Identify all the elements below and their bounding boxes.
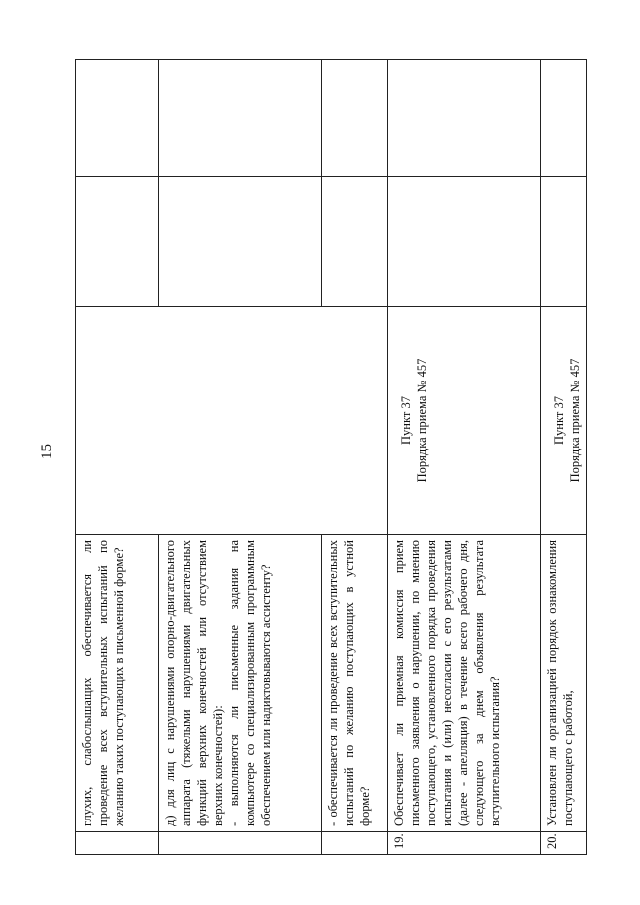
empty-cell [76, 60, 159, 177]
row-number-cell [159, 832, 322, 855]
question-cell [76, 535, 159, 832]
rotated-table-wrapper [75, 60, 582, 855]
row-number-cell: 20. [541, 832, 587, 855]
reference-cell [76, 307, 388, 535]
question-cell [541, 535, 587, 832]
empty-cell [388, 177, 541, 307]
empty-cell [159, 177, 322, 307]
empty-cell [322, 177, 388, 307]
reference-cell [541, 307, 587, 535]
question-cell [159, 535, 322, 832]
question-text: д) для лиц с нарушениями опорно-двигательного аппарата (тяжелыми нарушениями двигательных функций верхних конечностей или отсутствием верхних конечностей): - выполняются ли письменные задания на компьютере со специализированным программным обеспечением или надиктовываются ассистенту? [163, 540, 273, 826]
empty-cell [541, 60, 587, 177]
question-text: Установлен ли организацией порядок ознакомления поступающего с работой, [545, 540, 575, 826]
row-number-cell [322, 832, 388, 855]
question-text: глухих, слабослышащих обеспечивается ли проведение всех вступительных испытаний по желанию таких поступающих в письменной форме? [80, 540, 126, 826]
question-cell [388, 535, 541, 832]
reference-line: Пункт 37 [552, 396, 566, 445]
question-text: Обеспечивает ли приемная комиссия прием письменного заявления о нарушении, по мнению поступающего, установленного порядка проведения испытания и (или) несогласии с его результатами (далее - апелляция) в течение всего рабочего дня, следующего за днем объявления результата вступительного испытания? [392, 540, 502, 826]
reference-line: Порядка приема № 457 [568, 358, 582, 483]
empty-cell [159, 60, 322, 177]
page-number: 15 [39, 444, 55, 459]
question-cell [322, 535, 388, 832]
empty-cell [322, 60, 388, 177]
question-text: - обеспечивается ли проведение всех вступительных испытаний по желанию поступающих в устной форме? [326, 540, 372, 826]
table-row [388, 60, 541, 855]
row-number-cell [76, 832, 159, 855]
empty-cell [541, 177, 587, 307]
reference-line: Пункт 37 [399, 396, 413, 445]
empty-cell [388, 60, 541, 177]
table-row [76, 60, 159, 855]
row-number-cell: 19. [388, 832, 541, 855]
checklist-table [75, 59, 587, 855]
empty-cell [76, 177, 159, 307]
reference-line: Порядка приема № 457 [415, 358, 429, 483]
table-row [541, 60, 587, 855]
reference-cell [388, 307, 541, 535]
